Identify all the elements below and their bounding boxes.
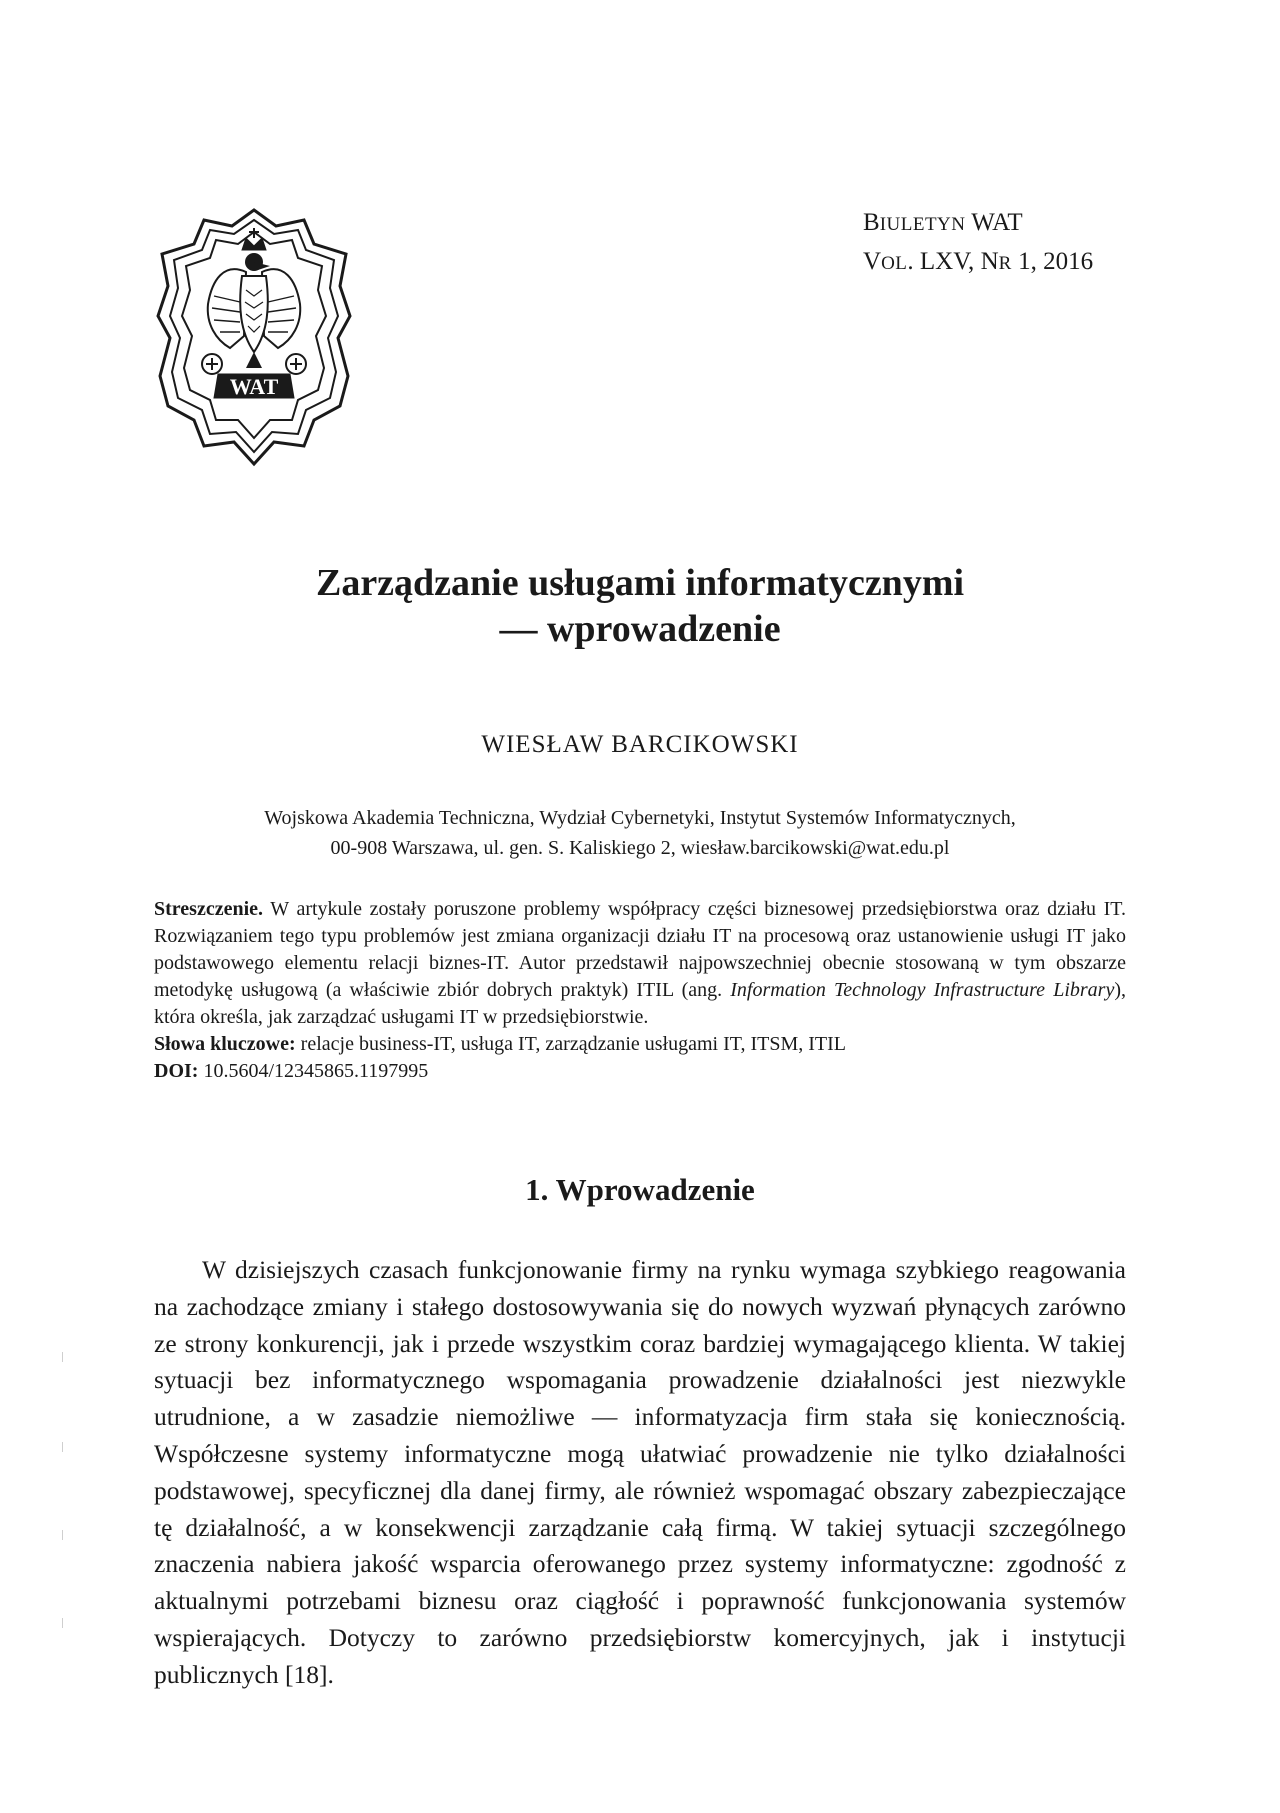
abstract xyxy=(154,896,1126,1031)
section-heading: 1. Wprowadzenie xyxy=(525,1172,755,1207)
body-paragraph: W dzisiejszych czasach funkcjonowanie firmy na rynku wymaga szybkiego reagowania na zachodzące zmiany i stałego dostosowywania się do nowych wyzwań płynących zarówno ze strony konkurencji, jak i przede wszystkim coraz bardziej wymagającego klienta. W takiej sytuacji bez informatycznego wspomagania prowadzenie działalności jest niezwykle utrudnione, a w zasadzie niemożliwe — informatyzacja firm stała się koniecznością. Współczesne systemy informatyczne mogą ułatwiać prowadzenie nie tylko działalności podstawowej, specyficznej dla danej firmy, ale również wspomagać obszary zabezpieczające tę działalność, a w konsekwencji zarządzanie całą firmą. W takiej sytuacji szczególnego znaczenia nabiera jakość wsparcia oferowanego przez systemy informatyczne: zgodność z aktualnymi potrzebami biznesu oraz ciągłość i poprawność funkcjonowania systemów wspierających. Dotyczy to zarówno przedsiębiorstw komercyjnych, jak i instytucji publicznych [18]. xyxy=(154,1255,1126,1689)
doi xyxy=(154,1058,1126,1085)
margin-mark xyxy=(62,1618,63,1628)
author-affiliation xyxy=(150,803,1130,863)
journal-header xyxy=(863,204,1223,282)
abstract-text: W artykule zostały poruszone problemy współpracy części biznesowej przedsiębiorstwa oraz działu IT. Rozwiązaniem tego typu problemów jest zmiana organizacji działu IT na procesową oraz ustanowienie usługi IT jako podstawowego elementu relacji biznes-IT. Autor przedstawił najpowszechniej obecnie stosowaną w tym obszarze metodykę usługową (a właściwie zbiór dobrych praktyk) ITIL (ang. xyxy=(154,898,1126,1001)
paper-title-line-1: Zarządzanie usługami informatycznymi xyxy=(315,562,965,604)
doi-value: 10.5604/12345865.1197995 xyxy=(198,1060,429,1082)
paper-title xyxy=(0,560,1280,652)
keywords xyxy=(154,1031,1126,1058)
journal-volume: VOL. LXV, NR 1, 2016 xyxy=(863,248,1094,275)
abstract-block xyxy=(154,896,1126,1085)
wat-eagle-emblem-icon xyxy=(154,206,354,468)
doi-label: DOI: xyxy=(154,1060,199,1082)
margin-mark xyxy=(62,1442,63,1452)
abstract-text-end: ), która określa, jak zarządzać usługami IT w przedsiębiorstwie. xyxy=(154,979,1126,1028)
margin-mark xyxy=(62,1352,63,1362)
abstract-label: Streszczenie. xyxy=(154,898,264,920)
affiliation-line-1: Wojskowa Akademia Techniczna, Wydział Cybernetyki, Instytut Systemów Informatycznych, xyxy=(264,807,1016,829)
svg-text:WAT: WAT xyxy=(229,374,279,399)
affiliation-line-2: 00-908 Warszawa, ul. gen. S. Kaliskiego 2, wiesław.barcikowski@wat.edu.pl xyxy=(330,837,950,859)
paper-title-line-2: — wprowadzenie xyxy=(499,608,781,650)
abstract-italic: Information Technology Infrastructure Library xyxy=(730,979,1115,1001)
keywords-text: relacje business-IT, usługa IT, zarządzanie usługami IT, ITSM, ITIL xyxy=(295,1033,847,1055)
author-name: WIESŁAW BARCIKOWSKI xyxy=(481,731,799,758)
margin-mark xyxy=(62,1530,63,1540)
journal-name: BIULETYN WAT xyxy=(863,209,1023,236)
keywords-label: Słowa kluczowe: xyxy=(154,1033,296,1055)
